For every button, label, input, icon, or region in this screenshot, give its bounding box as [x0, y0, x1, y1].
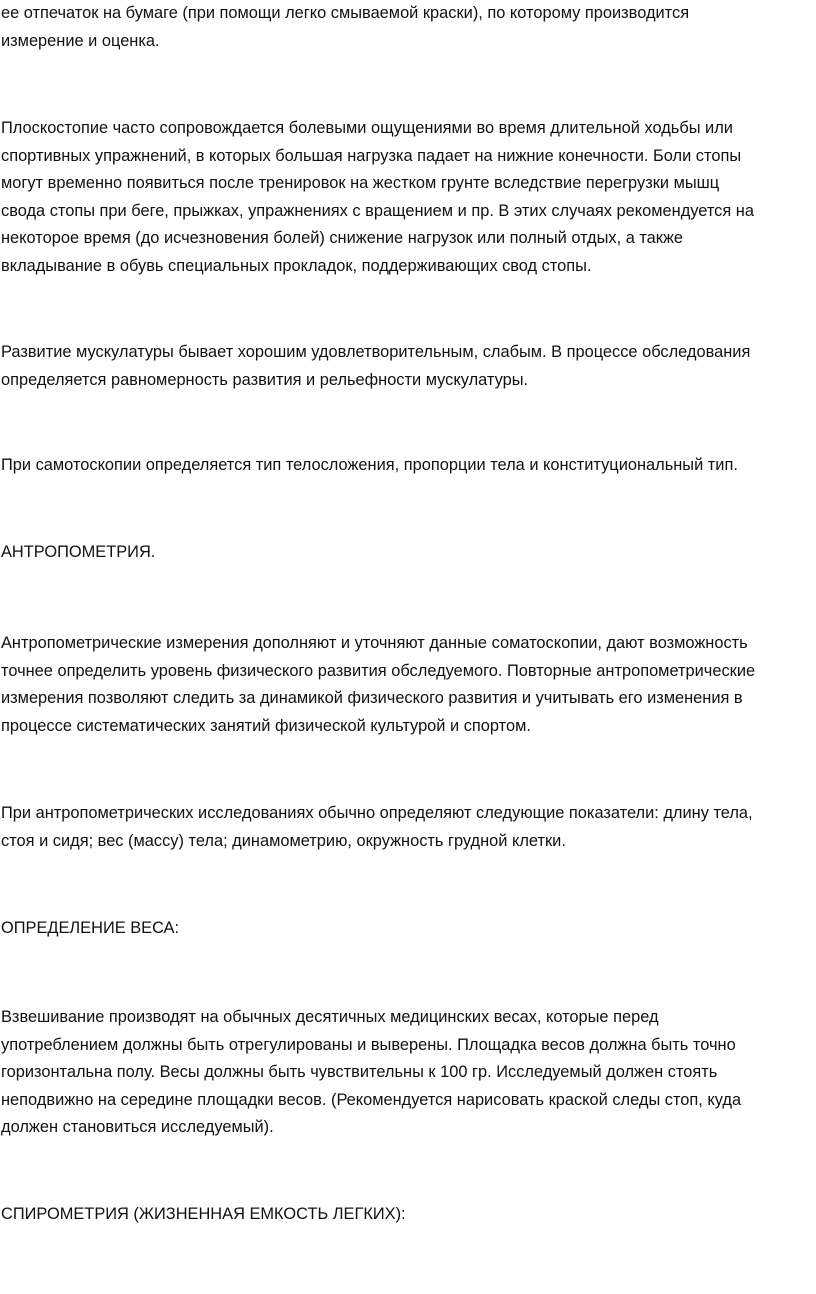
heading-anthropometry: АНТРОПОМЕТРИЯ.: [1, 543, 156, 561]
paragraph-indicators: При антропометрических исследованиях обычно определяют следующие показатели: длину тела, стоя и сидя; вес (массу) тела; динамометрию, окружность грудной клетки.: [1, 804, 753, 850]
paragraph-musculature: Развитие мускулатуры бывает хорошим удовлетворительным, слабым. В процессе обследования определяется равномерность развития и рельефности мускулатуры.: [1, 343, 751, 389]
paragraph-anthropometric-measurements: Антропометрические измерения дополняют и уточняют данные соматоскопии, дают возможность точнее определить уровень физического развития обследуемого. Повторные антропометрические измерения позволяют следить за динамикой физического развития и учитывать его изменения в процессе систематических занятий физической культурой и спортом.: [1, 634, 756, 735]
paragraph-flatfoot-pain: Плоскостопие часто сопровождается болевыми ощущениями во время длительной ходьбы или спортивных упражнений, в которых большая нагрузка падает на нижние конечности. Боли стопы могут временно появиться после тренировок на жестком грунте вследствие перегрузки мышц свода стопы при беге, прыжках, упражнениях с вращением и пр. В этих случаях рекомендуется на некоторое время (до исчезновения болей) снижение нагрузок или полный отдых, а также вкладывание в обувь специальных прокладок, поддерживающих свод стопы.: [1, 119, 754, 275]
heading-weight-determination: ОПРЕДЕЛЕНИЕ ВЕСА:: [1, 919, 180, 937]
paragraph-footprint-measurement: ее отпечаток на бумаге (при помощи легко смываемой краски), по которому производится измерение и оценка.: [1, 4, 690, 50]
heading-spirometry: СПИРОМЕТРИЯ (ЖИЗНЕННАЯ ЕМКОСТЬ ЛЕГКИХ):: [1, 1205, 406, 1223]
paragraph-somatoscopy: При самотоскопии определяется тип телосложения, пропорции тела и конституциональный тип.: [1, 456, 738, 474]
paragraph-weighing: Взвешивание производят на обычных десятичных медицинских весах, которые перед употреблением должны быть отрегулированы и выверены. Площадка весов должна быть точно горизонтальна полу. Весы должны быть чувствительны к 100 гр. Исследуемый должен стоять неподвижно на середине площадки весов. (Рекомендуется нарисовать краской следы стоп, куда должен становиться исследуемый).: [1, 1008, 742, 1136]
